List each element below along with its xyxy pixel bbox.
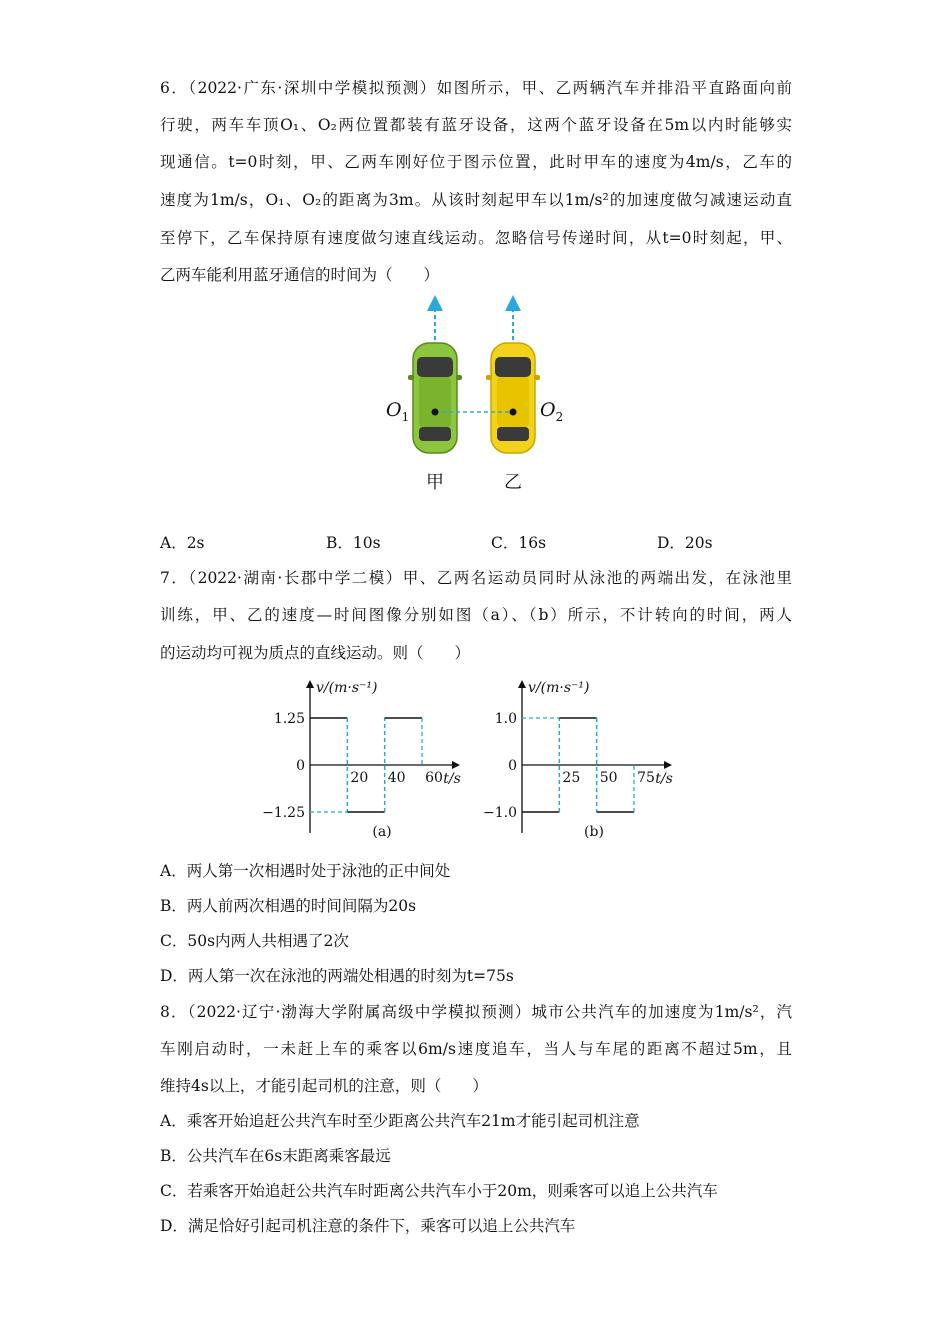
q6-line-5: 至停下，乙车保持原有速度做匀速直线运动。忽略信号传递时间，从t=0时刻起，甲、 xyxy=(160,229,792,247)
q6-line-6: 乙两车能利用蓝牙通信的时间为（ ） xyxy=(160,266,440,284)
chart-b-caption: (b) xyxy=(584,824,604,840)
chart-b-x-tick-0: 25 xyxy=(562,770,581,786)
q6-line-2: 行驶，两车车顶O₁、O₂两位置都装有蓝牙设备，这两个蓝牙设备在5m以内时能够实 xyxy=(160,116,792,134)
label-car-yi: 乙 xyxy=(504,472,522,493)
chart-a-y-axis-arrow xyxy=(306,680,314,688)
chart-b xyxy=(482,668,692,848)
label-o1: $O_1$ xyxy=(386,399,410,424)
q8-option-a: A．乘客开始追赶公共汽车时至少距离公共汽车21m才能引起司机注意 xyxy=(160,1112,640,1130)
label-car-jia: 甲 xyxy=(426,472,444,493)
cars-figure xyxy=(375,295,575,500)
q6-line-4: 速度为1m/s，O₁、O₂的距离为3m。从该时刻起甲车以1m/s²的加速度做匀减速运动直 xyxy=(160,191,792,209)
label-o2: $O_2$ xyxy=(540,399,564,424)
chart-a-y-label: v/(m·s⁻¹) xyxy=(316,680,378,696)
q6-option-b: B．10s xyxy=(326,534,381,552)
chart-b-y-axis-arrow xyxy=(518,680,526,688)
chart-b-y-label: v/(m·s⁻¹) xyxy=(528,680,590,696)
chart-b-x-label: t/s xyxy=(655,771,673,787)
chart-a xyxy=(262,668,480,848)
chart-a-y-tick-1: 0 xyxy=(296,758,305,774)
chart-a-caption: (a) xyxy=(372,824,392,840)
q6-option-a: A．2s xyxy=(160,534,205,552)
q8-line-3: 维持4s以上，才能引起司机的注意，则（ ） xyxy=(160,1077,488,1095)
q7-line-3: 的运动均可视为质点的直线运动。则（ ） xyxy=(160,644,471,662)
q7-option-a: A．两人第一次相遇时处于泳池的正中间处 xyxy=(160,862,451,880)
q8-option-d: D．满足恰好引起司机注意的条件下，乘客可以追上公共汽车 xyxy=(160,1217,576,1235)
q7-option-c: C．50s内两人共相遇了2次 xyxy=(160,932,349,950)
car-yi xyxy=(486,343,540,453)
car-jia xyxy=(408,343,462,453)
q8-option-b: B．公共汽车在6s末距离乘客最远 xyxy=(160,1147,391,1165)
chart-a-x-axis-arrow xyxy=(452,761,460,769)
q6-line-1: 6．（2022·广东·深圳中学模拟预测）如图所示，甲、乙两辆汽车并排沿平直路面向前 xyxy=(160,79,792,97)
q6-line-3: 现通信。t=0时刻，甲、乙两车刚好位于图示位置，此时甲车的速度为4m/s，乙车的 xyxy=(160,153,792,171)
point-o1 xyxy=(432,409,439,416)
q6-option-d: D．20s xyxy=(657,534,713,552)
chart-b-y-tick-1: 0 xyxy=(508,758,517,774)
q7-line-1: 7．（2022·湖南·长郡中学二模）甲、乙两名运动员同时从泳池的两端出发，在泳池里 xyxy=(160,569,792,587)
chart-a-x-label: t/s xyxy=(443,771,461,787)
chart-b-x-tick-1: 50 xyxy=(599,770,618,786)
chart-a-x-tick-0: 20 xyxy=(350,770,369,786)
chart-a-x-tick-2: 60 xyxy=(425,770,443,786)
q6-option-c: C．16s xyxy=(491,534,547,552)
chart-b-x-axis-arrow xyxy=(664,761,672,769)
q7-option-d: D．两人第一次在泳池的两端处相遇的时刻为t=75s xyxy=(160,967,514,985)
q7-line-2: 训练，甲、乙的速度—时间图像分别如图（a）、（b）所示，不计转向的时间，两人 xyxy=(160,606,792,624)
chart-b-x-tick-2: 75 xyxy=(637,770,655,786)
chart-a-x-tick-1: 40 xyxy=(387,770,406,786)
chart-b-y-tick-2: −1.0 xyxy=(483,805,517,821)
chart-a-y-tick-2: −1.25 xyxy=(262,805,305,821)
q8-line-1: 8．（2022·辽宁·渤海大学附属高级中学模拟预测）城市公共汽车的加速度为1m/s²，汽 xyxy=(160,1003,792,1021)
chart-a-y-tick-0: 1.25 xyxy=(273,711,305,727)
q8-option-c: C．若乘客开始追赶公共汽车时距离公共汽车小于20m，则乘客可以追上公共汽车 xyxy=(160,1182,718,1200)
q7-option-b: B．两人前两次相遇的时间间隔为20s xyxy=(160,897,417,915)
chart-b-y-tick-0: 1.0 xyxy=(494,711,517,727)
q8-line-2: 车刚启动时，一未赶上车的乘客以6m/s速度追车，当人与车尾的距离不超过5m，且 xyxy=(160,1040,792,1058)
point-o2 xyxy=(510,409,517,416)
